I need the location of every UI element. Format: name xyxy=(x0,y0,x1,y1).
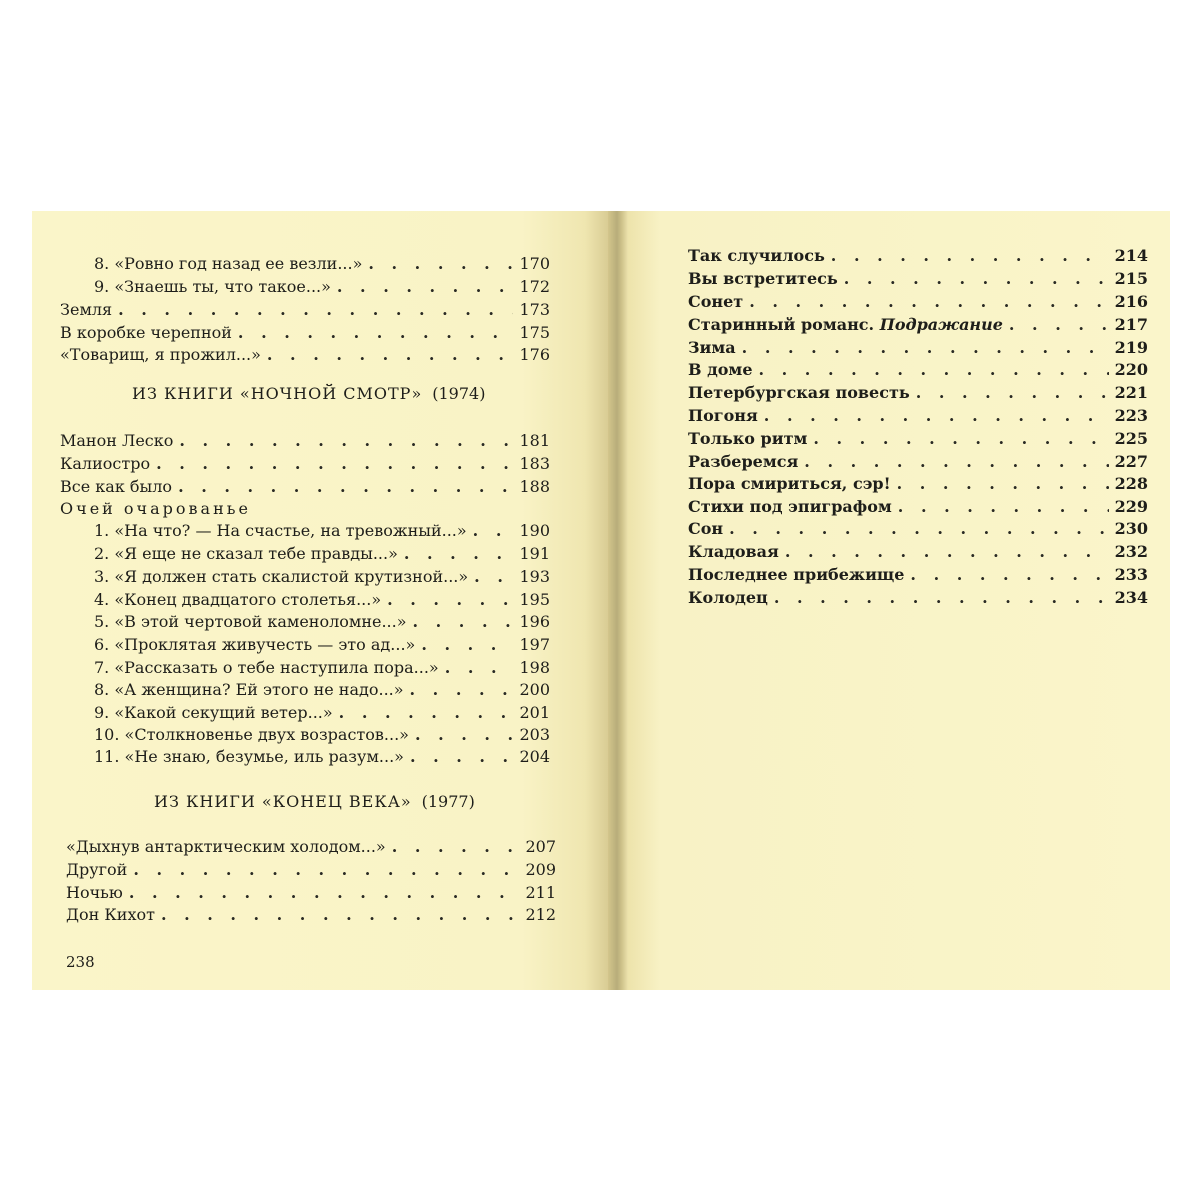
dot-leader xyxy=(410,745,514,768)
toc-entry-page: 175 xyxy=(519,323,550,342)
toc-entry-title: 8. «Ровно год назад ее везли...» xyxy=(94,254,363,273)
toc-entry xyxy=(688,495,1148,518)
toc-entry xyxy=(94,633,550,656)
dot-leader xyxy=(118,298,513,321)
toc-entry-page: 227 xyxy=(1114,452,1148,471)
toc-entry-title: 6. «Проклятая живучесть — это ад...» xyxy=(94,635,416,654)
toc-entry-page: 211 xyxy=(525,883,556,902)
toc-entry xyxy=(688,244,1148,267)
toc-entry-title: Пора смириться, сэр! xyxy=(688,474,891,493)
toc-entry xyxy=(94,588,550,611)
dot-leader xyxy=(421,633,513,656)
toc-entry-title: Дон Кихот xyxy=(66,905,155,924)
toc-entry-page: 225 xyxy=(1114,429,1148,448)
toc-entry-title: 9. «Знаешь ты, что такое...» xyxy=(94,277,331,296)
dot-leader xyxy=(804,450,1108,473)
toc-entry-page: 230 xyxy=(1114,519,1148,538)
toc-entry-page: 193 xyxy=(519,567,550,586)
toc-entry-page: 197 xyxy=(519,635,550,654)
toc-entry-title: 10. «Столкновенье двух возрастов...» xyxy=(94,725,409,744)
toc-entry xyxy=(688,540,1148,563)
toc-entry-title: Стихи под эпиграфом xyxy=(688,497,892,516)
toc-entry xyxy=(688,517,1148,540)
toc-entry-page: 207 xyxy=(525,837,556,856)
toc-entry-title: Вы встретитесь xyxy=(688,269,838,288)
dot-leader xyxy=(445,656,514,679)
section-heading xyxy=(154,791,475,813)
dot-leader xyxy=(392,835,520,858)
toc-entry-title: Другой xyxy=(66,860,128,879)
toc-entry xyxy=(94,610,550,633)
toc-entry-title: В доме xyxy=(688,360,753,379)
dot-leader xyxy=(404,542,514,565)
dot-leader xyxy=(413,610,514,633)
dot-leader xyxy=(339,701,514,724)
dot-leader xyxy=(916,381,1109,404)
toc-entry-page: 232 xyxy=(1114,542,1148,561)
toc-entry-page: 191 xyxy=(519,544,550,563)
dot-leader xyxy=(897,472,1109,495)
cycle-title: Очей очарованье xyxy=(60,499,251,518)
toc-entry xyxy=(688,381,1148,404)
book-gutter xyxy=(608,211,628,990)
toc-entry xyxy=(688,586,1148,609)
section-heading-year: (1974) xyxy=(432,384,486,403)
toc-entry-title: Кладовая xyxy=(688,542,779,561)
toc-entry xyxy=(66,881,556,904)
toc-entry xyxy=(60,452,550,475)
toc-entry xyxy=(94,275,550,298)
toc-entry xyxy=(94,745,550,768)
toc-entry-title: 3. «Я должен стать скалистой крутизной...» xyxy=(94,567,469,586)
toc-entry-title xyxy=(688,313,1003,336)
dot-leader xyxy=(368,252,513,275)
toc-entry-title: Земля xyxy=(60,300,113,319)
toc-entry-title: Ночью xyxy=(66,883,123,902)
toc-entry-page: 214 xyxy=(1114,246,1148,265)
toc-entry xyxy=(688,313,1148,336)
toc-entry-title: Только ритм xyxy=(688,429,808,448)
toc-entry xyxy=(60,343,550,366)
toc-entry-title: 1. «На что? — На счастье, на тревожный...» xyxy=(94,521,467,540)
toc-entry-title: 7. «Рассказать о тебе наступила пора...» xyxy=(94,658,439,677)
toc-entry xyxy=(94,723,550,746)
toc-entry xyxy=(688,450,1148,473)
toc-entry xyxy=(688,472,1148,495)
toc-entry-page: 223 xyxy=(1114,406,1148,425)
toc-entry xyxy=(60,475,550,498)
toc-entry-title: Калиостро xyxy=(60,454,151,473)
toc-entry-page: 216 xyxy=(1114,292,1148,311)
toc-entry-page: 183 xyxy=(519,454,550,473)
toc-entry xyxy=(60,321,550,344)
toc-entry-title: Колодец xyxy=(688,588,768,607)
toc-entry-page: 195 xyxy=(519,590,550,609)
dot-leader xyxy=(156,452,513,475)
toc-entry-page: 217 xyxy=(1114,315,1148,334)
toc-entry-page: 229 xyxy=(1114,497,1148,516)
toc-entry-page: 200 xyxy=(519,680,550,699)
dot-leader xyxy=(415,723,514,746)
dot-leader xyxy=(133,858,519,881)
toc-entry xyxy=(94,519,550,542)
toc-entry-page: 233 xyxy=(1114,565,1148,584)
toc-entry xyxy=(60,429,550,452)
toc-entry-title: 9. «Какой секущий ветер...» xyxy=(94,703,333,722)
dot-leader xyxy=(387,588,513,611)
dot-leader xyxy=(161,903,520,926)
right-page xyxy=(628,211,1170,990)
toc-entry xyxy=(94,252,550,275)
toc-entry-page: 181 xyxy=(519,431,550,450)
dot-leader xyxy=(267,343,514,366)
toc-entry-title: «Товарищ, я прожил...» xyxy=(60,345,261,364)
page-number: 238 xyxy=(66,953,95,971)
toc-entry xyxy=(94,701,550,724)
toc-entry-title: Все как было xyxy=(60,477,173,496)
toc-entry-page: 173 xyxy=(519,300,550,319)
toc-entry xyxy=(688,404,1148,427)
toc-entry-title: 8. «А женщина? Ей этого не надо...» xyxy=(94,680,404,699)
toc-entry-title-italic: Подражание xyxy=(879,315,1003,334)
toc-entry-page: 228 xyxy=(1114,474,1148,493)
dot-leader xyxy=(410,678,514,701)
dot-leader xyxy=(898,495,1109,518)
dot-leader xyxy=(238,321,514,344)
toc-entry xyxy=(688,336,1148,359)
toc-entry-page: 215 xyxy=(1114,269,1148,288)
toc-entry-title: Сон xyxy=(688,519,724,538)
dot-leader xyxy=(178,475,513,498)
dot-leader xyxy=(129,881,520,904)
dot-leader xyxy=(774,586,1109,609)
toc-entry xyxy=(60,298,550,321)
toc-entry-title: 5. «В этой чертовой каменоломне...» xyxy=(94,612,407,631)
toc-entry-title: Манон Леско xyxy=(60,431,174,450)
dot-leader xyxy=(337,275,514,298)
dot-leader xyxy=(785,540,1109,563)
toc-entry xyxy=(94,542,550,565)
section-heading xyxy=(132,383,485,405)
toc-entry xyxy=(94,678,550,701)
toc-entry-page: 176 xyxy=(519,345,550,364)
toc-entry-page: 198 xyxy=(519,658,550,677)
toc-entry-page: 219 xyxy=(1114,338,1148,357)
toc-entry-page: 234 xyxy=(1114,588,1148,607)
toc-entry-title: В коробке черепной xyxy=(60,323,232,342)
toc-entry-title: Зима xyxy=(688,338,736,357)
dot-leader xyxy=(179,429,513,452)
toc-entry xyxy=(94,656,550,679)
toc-entry-title: Сонет xyxy=(688,292,744,311)
book-spread xyxy=(32,211,1170,990)
dot-leader xyxy=(474,565,513,588)
toc-entry-title: Последнее прибежище xyxy=(688,565,905,584)
toc-entry-page: 170 xyxy=(519,254,550,273)
toc-entry-title: Разберемся xyxy=(688,452,799,471)
left-page xyxy=(32,211,608,990)
dot-leader xyxy=(764,404,1109,427)
dot-leader xyxy=(844,267,1109,290)
toc-entry-page: 204 xyxy=(519,747,550,766)
toc-entry xyxy=(688,290,1148,313)
toc-entry xyxy=(688,427,1148,450)
dot-leader xyxy=(759,358,1109,381)
dot-leader xyxy=(831,244,1109,267)
toc-entry-page: 188 xyxy=(519,477,550,496)
toc-entry xyxy=(66,835,556,858)
dot-leader xyxy=(1009,313,1109,336)
toc-entry xyxy=(94,565,550,588)
toc-entry xyxy=(688,563,1148,586)
toc-entry-page: 212 xyxy=(525,905,556,924)
toc-entry-page: 209 xyxy=(525,860,556,879)
toc-entry-title-main: Старинный романс. xyxy=(688,315,875,334)
toc-entry-page: 203 xyxy=(519,725,550,744)
toc-entry-title: Петербургская повесть xyxy=(688,383,910,402)
toc-entry-title: 4. «Конец двадцатого столетья...» xyxy=(94,590,382,609)
toc-entry-title: 2. «Я еще не сказал тебе правды...» xyxy=(94,544,398,563)
dot-leader xyxy=(742,336,1109,359)
dot-leader xyxy=(910,563,1108,586)
dot-leader xyxy=(813,427,1108,450)
toc-entry-page: 201 xyxy=(519,703,550,722)
dot-leader xyxy=(729,517,1108,540)
toc-entry-page: 172 xyxy=(519,277,550,296)
dot-leader xyxy=(749,290,1108,313)
toc-entry-title: «Дыхнув антарктическим холодом...» xyxy=(66,837,386,856)
toc-entry xyxy=(688,267,1148,290)
toc-entry-page: 190 xyxy=(519,521,550,540)
toc-entry xyxy=(688,358,1148,381)
section-heading-title: ИЗ КНИГИ «КОНЕЦ ВЕКА» xyxy=(154,792,412,811)
toc-entry-title: Погоня xyxy=(688,406,758,425)
toc-entry-title: 11. «Не знаю, безумье, иль разум...» xyxy=(94,747,404,766)
toc-entry-title: Так случилось xyxy=(688,246,825,265)
toc-entry xyxy=(66,903,556,926)
toc-entry-page: 221 xyxy=(1114,383,1148,402)
toc-entry-page: 220 xyxy=(1114,360,1148,379)
toc-entry-page: 196 xyxy=(519,612,550,631)
section-heading-title: ИЗ КНИГИ «НОЧНОЙ СМОТР» xyxy=(132,384,423,403)
toc-entry xyxy=(66,858,556,881)
dot-leader xyxy=(473,519,514,542)
section-heading-year: (1977) xyxy=(421,792,475,811)
